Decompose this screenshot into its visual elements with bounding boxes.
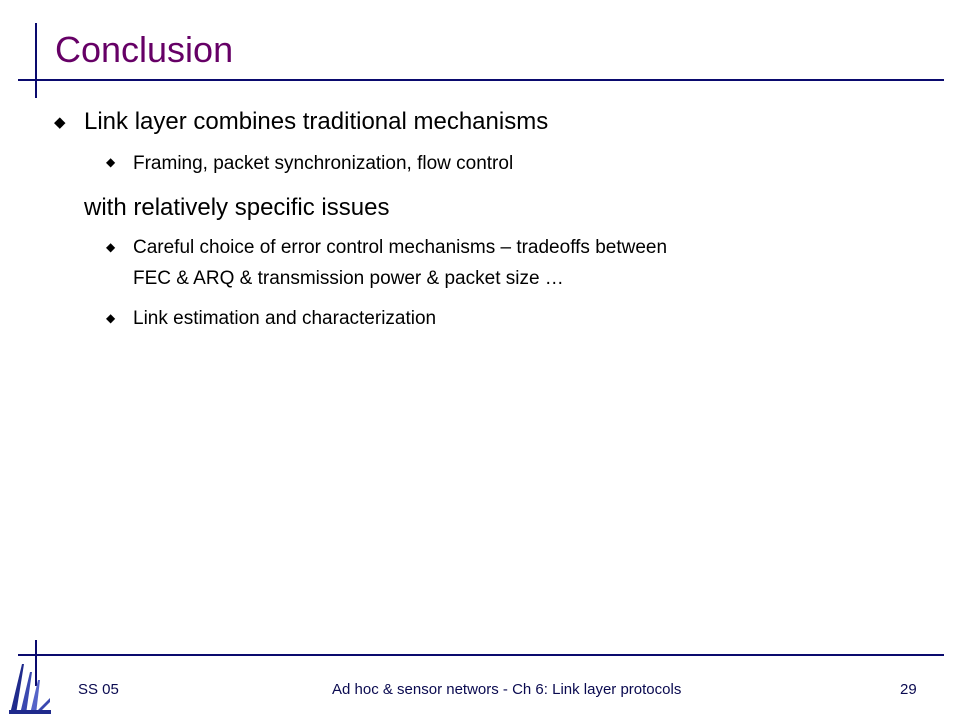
sub-bullet-item: Framing, packet synchronization, flow control <box>133 153 514 174</box>
bullet-item: Link layer combines traditional mechanisms <box>84 108 549 135</box>
sub-bullet-item: Careful choice of error control mechanisms – tradeoffs between <box>133 237 668 258</box>
bullet-item-continuation: with relatively specific issues <box>84 194 390 221</box>
university-logo-icon <box>8 658 52 716</box>
sub-bullet-item-continuation: FEC & ARQ & transmission power & packet size … <box>133 268 564 289</box>
bullet-icon: ◆ <box>106 311 116 325</box>
footer-page-number: 29 <box>900 681 917 698</box>
footer-horizontal-rule <box>18 654 944 656</box>
bullet-icon: ◆ <box>106 240 116 254</box>
sub-bullet-item: Link estimation and characterization <box>133 308 437 329</box>
slide-title: Conclusion <box>55 29 234 70</box>
bullet-icon: ◆ <box>106 155 116 169</box>
title-vertical-rule <box>35 23 37 98</box>
footer-lecture-title: Ad hoc & sensor networs - Ch 6: Link layer protocols <box>332 681 682 698</box>
footer-course-code: SS 05 <box>78 681 119 698</box>
title-horizontal-rule <box>18 79 944 81</box>
bullet-icon: ◆ <box>54 114 66 131</box>
